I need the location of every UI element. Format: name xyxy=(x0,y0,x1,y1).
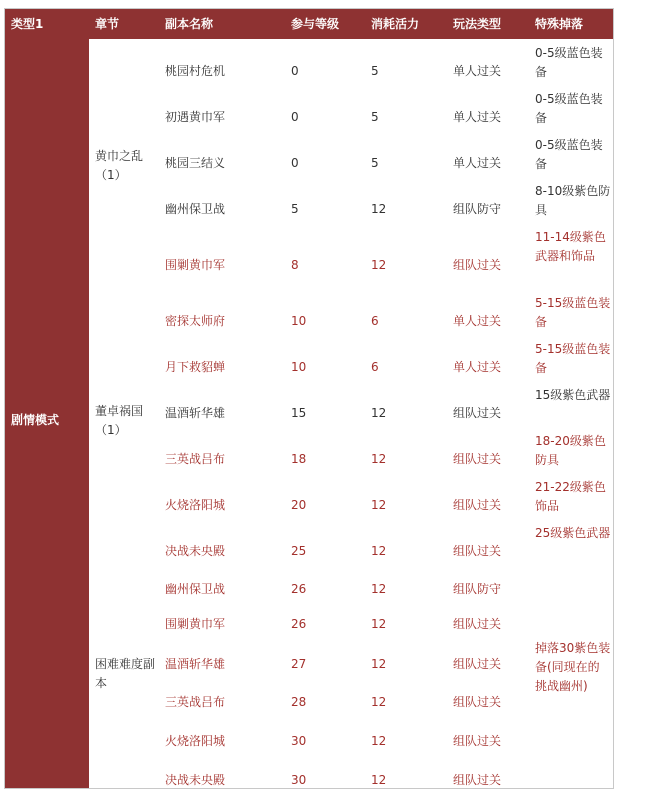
level-cell: 0 xyxy=(291,156,299,170)
level-cell: 8 xyxy=(291,258,299,272)
level-cell: 10 xyxy=(291,360,307,374)
stamina-cell: 12 xyxy=(371,498,387,512)
mode-cell: 单人过关 xyxy=(453,64,502,78)
mode-cell: 单人过关 xyxy=(453,360,502,374)
dungeon-name-cell: 初遇黄巾军 xyxy=(165,110,226,124)
level-cell: 10 xyxy=(291,314,307,328)
dungeon-name-cell: 三英战吕布 xyxy=(165,452,226,466)
dungeon-name-cell: 幽州保卫战 xyxy=(165,582,226,596)
level-cell: 26 xyxy=(291,582,307,596)
mode-cell: 组队过关 xyxy=(453,773,502,787)
header-chapter: 章节 xyxy=(95,17,120,31)
dungeon-name-cell: 三英战吕布 xyxy=(165,695,226,709)
table-header-row xyxy=(5,9,613,39)
dungeon-name-cell: 决战未央殿 xyxy=(165,544,226,558)
mode-cell: 组队过关 xyxy=(453,657,502,671)
stamina-cell: 12 xyxy=(371,617,387,631)
level-cell: 25 xyxy=(291,544,307,558)
level-cell: 0 xyxy=(291,110,299,124)
stamina-cell: 12 xyxy=(371,202,387,216)
stamina-cell: 12 xyxy=(371,452,387,466)
level-cell: 30 xyxy=(291,773,307,787)
mode-cell: 组队防守 xyxy=(453,202,502,216)
stamina-cell: 12 xyxy=(371,406,387,420)
level-cell: 5 xyxy=(291,202,299,216)
drop-cell: 0-5级蓝色装备 xyxy=(535,92,603,125)
level-cell: 0 xyxy=(291,64,299,78)
stamina-cell: 5 xyxy=(371,110,379,124)
dungeon-name-cell: 月下救貂蝉 xyxy=(165,360,226,374)
mode-cell: 组队防守 xyxy=(453,582,502,596)
dungeon-name-cell: 温酒斩华雄 xyxy=(165,657,226,671)
dungeon-name-cell: 温酒斩华雄 xyxy=(165,406,226,420)
chapter-cell: 黄巾之乱（1） xyxy=(95,149,144,182)
stamina-cell: 6 xyxy=(371,360,379,374)
level-cell: 15 xyxy=(291,406,307,420)
dungeon-table xyxy=(4,8,614,789)
dungeon-name-cell: 火烧洛阳城 xyxy=(165,734,226,748)
mode-cell: 组队过关 xyxy=(453,406,502,420)
dungeon-name-cell: 火烧洛阳城 xyxy=(165,498,226,512)
mode-cell: 单人过关 xyxy=(453,156,502,170)
level-cell: 20 xyxy=(291,498,307,512)
dungeon-name-cell: 围剿黄巾军 xyxy=(165,258,226,272)
drop-cell: 5-15级蓝色装备 xyxy=(535,296,611,329)
level-cell: 18 xyxy=(291,452,307,466)
stamina-cell: 12 xyxy=(371,582,387,596)
header-type: 类型1 xyxy=(11,17,44,31)
mode-cell: 组队过关 xyxy=(453,452,502,466)
dungeon-name-cell: 幽州保卫战 xyxy=(165,202,226,216)
dungeon-name-cell: 桃园三结义 xyxy=(165,156,226,170)
level-cell: 28 xyxy=(291,695,307,709)
drop-cell: 25级紫色武器 xyxy=(535,526,611,540)
level-cell: 30 xyxy=(291,734,307,748)
mode-cell: 组队过关 xyxy=(453,695,502,709)
stamina-cell: 12 xyxy=(371,544,387,558)
drop-cell: 5-15级蓝色装备 xyxy=(535,342,611,375)
mode-cell: 组队过关 xyxy=(453,617,502,631)
stamina-cell: 12 xyxy=(371,258,387,272)
mode-cell: 单人过关 xyxy=(453,110,502,124)
header-stamina: 消耗活力 xyxy=(371,17,420,31)
mode-cell: 单人过关 xyxy=(453,314,502,328)
dungeon-name-cell: 决战未央殿 xyxy=(165,773,226,787)
drop-cell: 11-14级紫色武器和饰品 xyxy=(535,230,606,263)
stamina-cell: 12 xyxy=(371,773,387,787)
header-level: 参与等级 xyxy=(291,17,340,31)
drop-cell: 0-5级蓝色装备 xyxy=(535,46,603,79)
drop-cell: 8-10级紫色防具 xyxy=(535,184,611,217)
stamina-cell: 5 xyxy=(371,156,379,170)
mode-cell: 组队过关 xyxy=(453,734,502,748)
type-cell xyxy=(5,39,89,788)
stamina-cell: 12 xyxy=(371,695,387,709)
chapter-cell: 董卓祸国（1） xyxy=(95,404,144,437)
chapter-cell: 困难难度副本 xyxy=(95,657,156,690)
hard-mode-drop-cell: 掉落30紫色装备(同现在的挑战幽州) xyxy=(535,641,611,693)
header-mode: 玩法类型 xyxy=(453,17,502,31)
mode-cell: 组队过关 xyxy=(453,498,502,512)
stamina-cell: 6 xyxy=(371,314,379,328)
header-drop: 特殊掉落 xyxy=(535,17,584,31)
dungeon-name-cell: 密探太师府 xyxy=(165,314,226,328)
stamina-cell: 12 xyxy=(371,734,387,748)
type-label: 剧情模式 xyxy=(11,413,60,427)
header-dungeon: 副本名称 xyxy=(165,17,214,31)
dungeon-name-cell: 桃园村危机 xyxy=(165,64,226,78)
stamina-cell: 12 xyxy=(371,657,387,671)
mode-cell: 组队过关 xyxy=(453,258,502,272)
drop-cell: 15级紫色武器 xyxy=(535,388,611,402)
drop-cell: 0-5级蓝色装备 xyxy=(535,138,603,171)
level-cell: 26 xyxy=(291,617,307,631)
mode-cell: 组队过关 xyxy=(453,544,502,558)
drop-cell: 18-20级紫色防具 xyxy=(535,434,606,467)
drop-cell: 21-22级紫色饰品 xyxy=(535,480,606,513)
level-cell: 27 xyxy=(291,657,307,671)
dungeon-name-cell: 围剿黄巾军 xyxy=(165,617,226,631)
stamina-cell: 5 xyxy=(371,64,379,78)
